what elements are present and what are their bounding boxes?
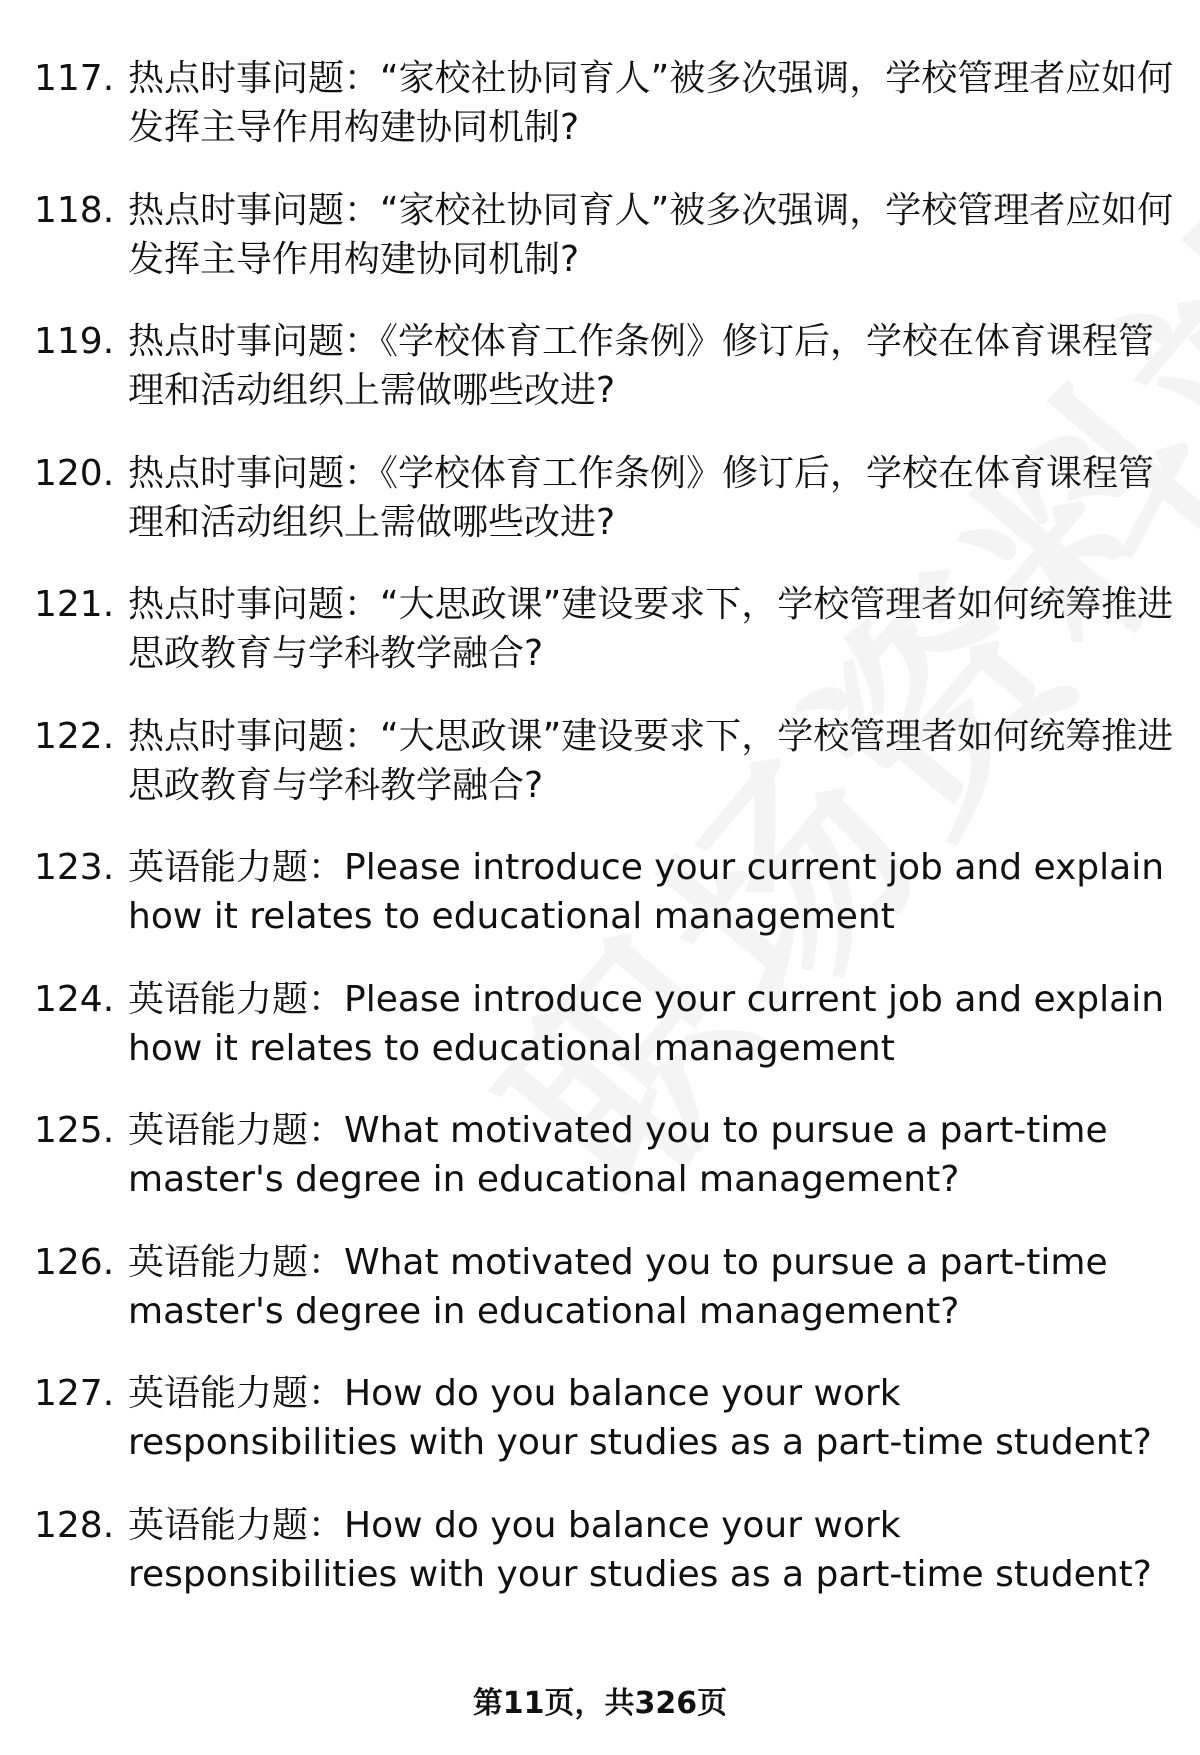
question-number: 119. (34, 321, 115, 362)
question-text: 英语能力题：How do you balance your work responsibilities with your studies as a part-time student? (128, 1504, 1152, 1595)
question-text: 热点时事问题：《学校体育工作条例》修订后，学校在体育课程管理和活动组织上需做哪些改进? (128, 321, 1155, 411)
question-text: 英语能力题：How do you balance your work responsibilities with your studies as a part-time student? (128, 1373, 1152, 1463)
question-number: 127. (34, 1373, 115, 1414)
question-text: 英语能力题：Please introduce your current job and explain how it relates to educational management (128, 847, 1165, 937)
question-number: 120. (34, 452, 115, 494)
question-item (0, 1106, 1200, 1238)
question-number: 118. (34, 189, 115, 231)
question-text: 热点时事问题：《学校体育工作条例》修订后，学校在体育课程管理和活动组织上需做哪些改进? (128, 452, 1155, 543)
question-item (0, 712, 1200, 844)
question-item (0, 186, 1200, 318)
question-item (0, 54, 1200, 186)
question-text: 热点时事问题：“大思政课”建设要求下，学校管理者如何统筹推进思政教育与学科教学融合? (128, 715, 1174, 806)
question-text: 英语能力题：What motivated you to pursue a part-time master's degree in educational management? (128, 1241, 1108, 1332)
question-text: 热点时事问题：“大思政课”建设要求下，学校管理者如何统筹推进思政教育与学科教学融合? (128, 584, 1174, 674)
question-text: 英语能力题：What motivated you to pursue a part-time master's degree in educational management? (128, 1110, 1108, 1200)
question-item (0, 1238, 1200, 1370)
page-footer: 第11页，共326页 (472, 1686, 728, 1721)
question-number: 121. (34, 584, 115, 625)
question-item (0, 975, 1200, 1107)
question-item (0, 449, 1200, 581)
question-number: 128. (34, 1504, 115, 1546)
question-item (0, 843, 1200, 975)
question-number: 117. (34, 58, 115, 99)
question-text: 热点时事问题：“家校社协同育人”被多次强调，学校管理者应如何发挥主导作用构建协同机制? (128, 58, 1174, 148)
question-item (0, 317, 1200, 449)
question-number: 124. (34, 978, 115, 1020)
question-item (0, 1369, 1200, 1501)
question-item (0, 1501, 1200, 1633)
question-number: 123. (34, 847, 115, 888)
question-number: 126. (34, 1241, 115, 1283)
question-text: 热点时事问题：“家校社协同育人”被多次强调，学校管理者应如何发挥主导作用构建协同机制? (128, 189, 1174, 280)
question-number: 122. (34, 715, 115, 757)
question-number: 125. (34, 1110, 115, 1151)
question-list (0, 54, 1200, 1632)
question-item (0, 580, 1200, 712)
question-text: 英语能力题：Please introduce your current job and explain how it relates to educational management (128, 978, 1165, 1069)
